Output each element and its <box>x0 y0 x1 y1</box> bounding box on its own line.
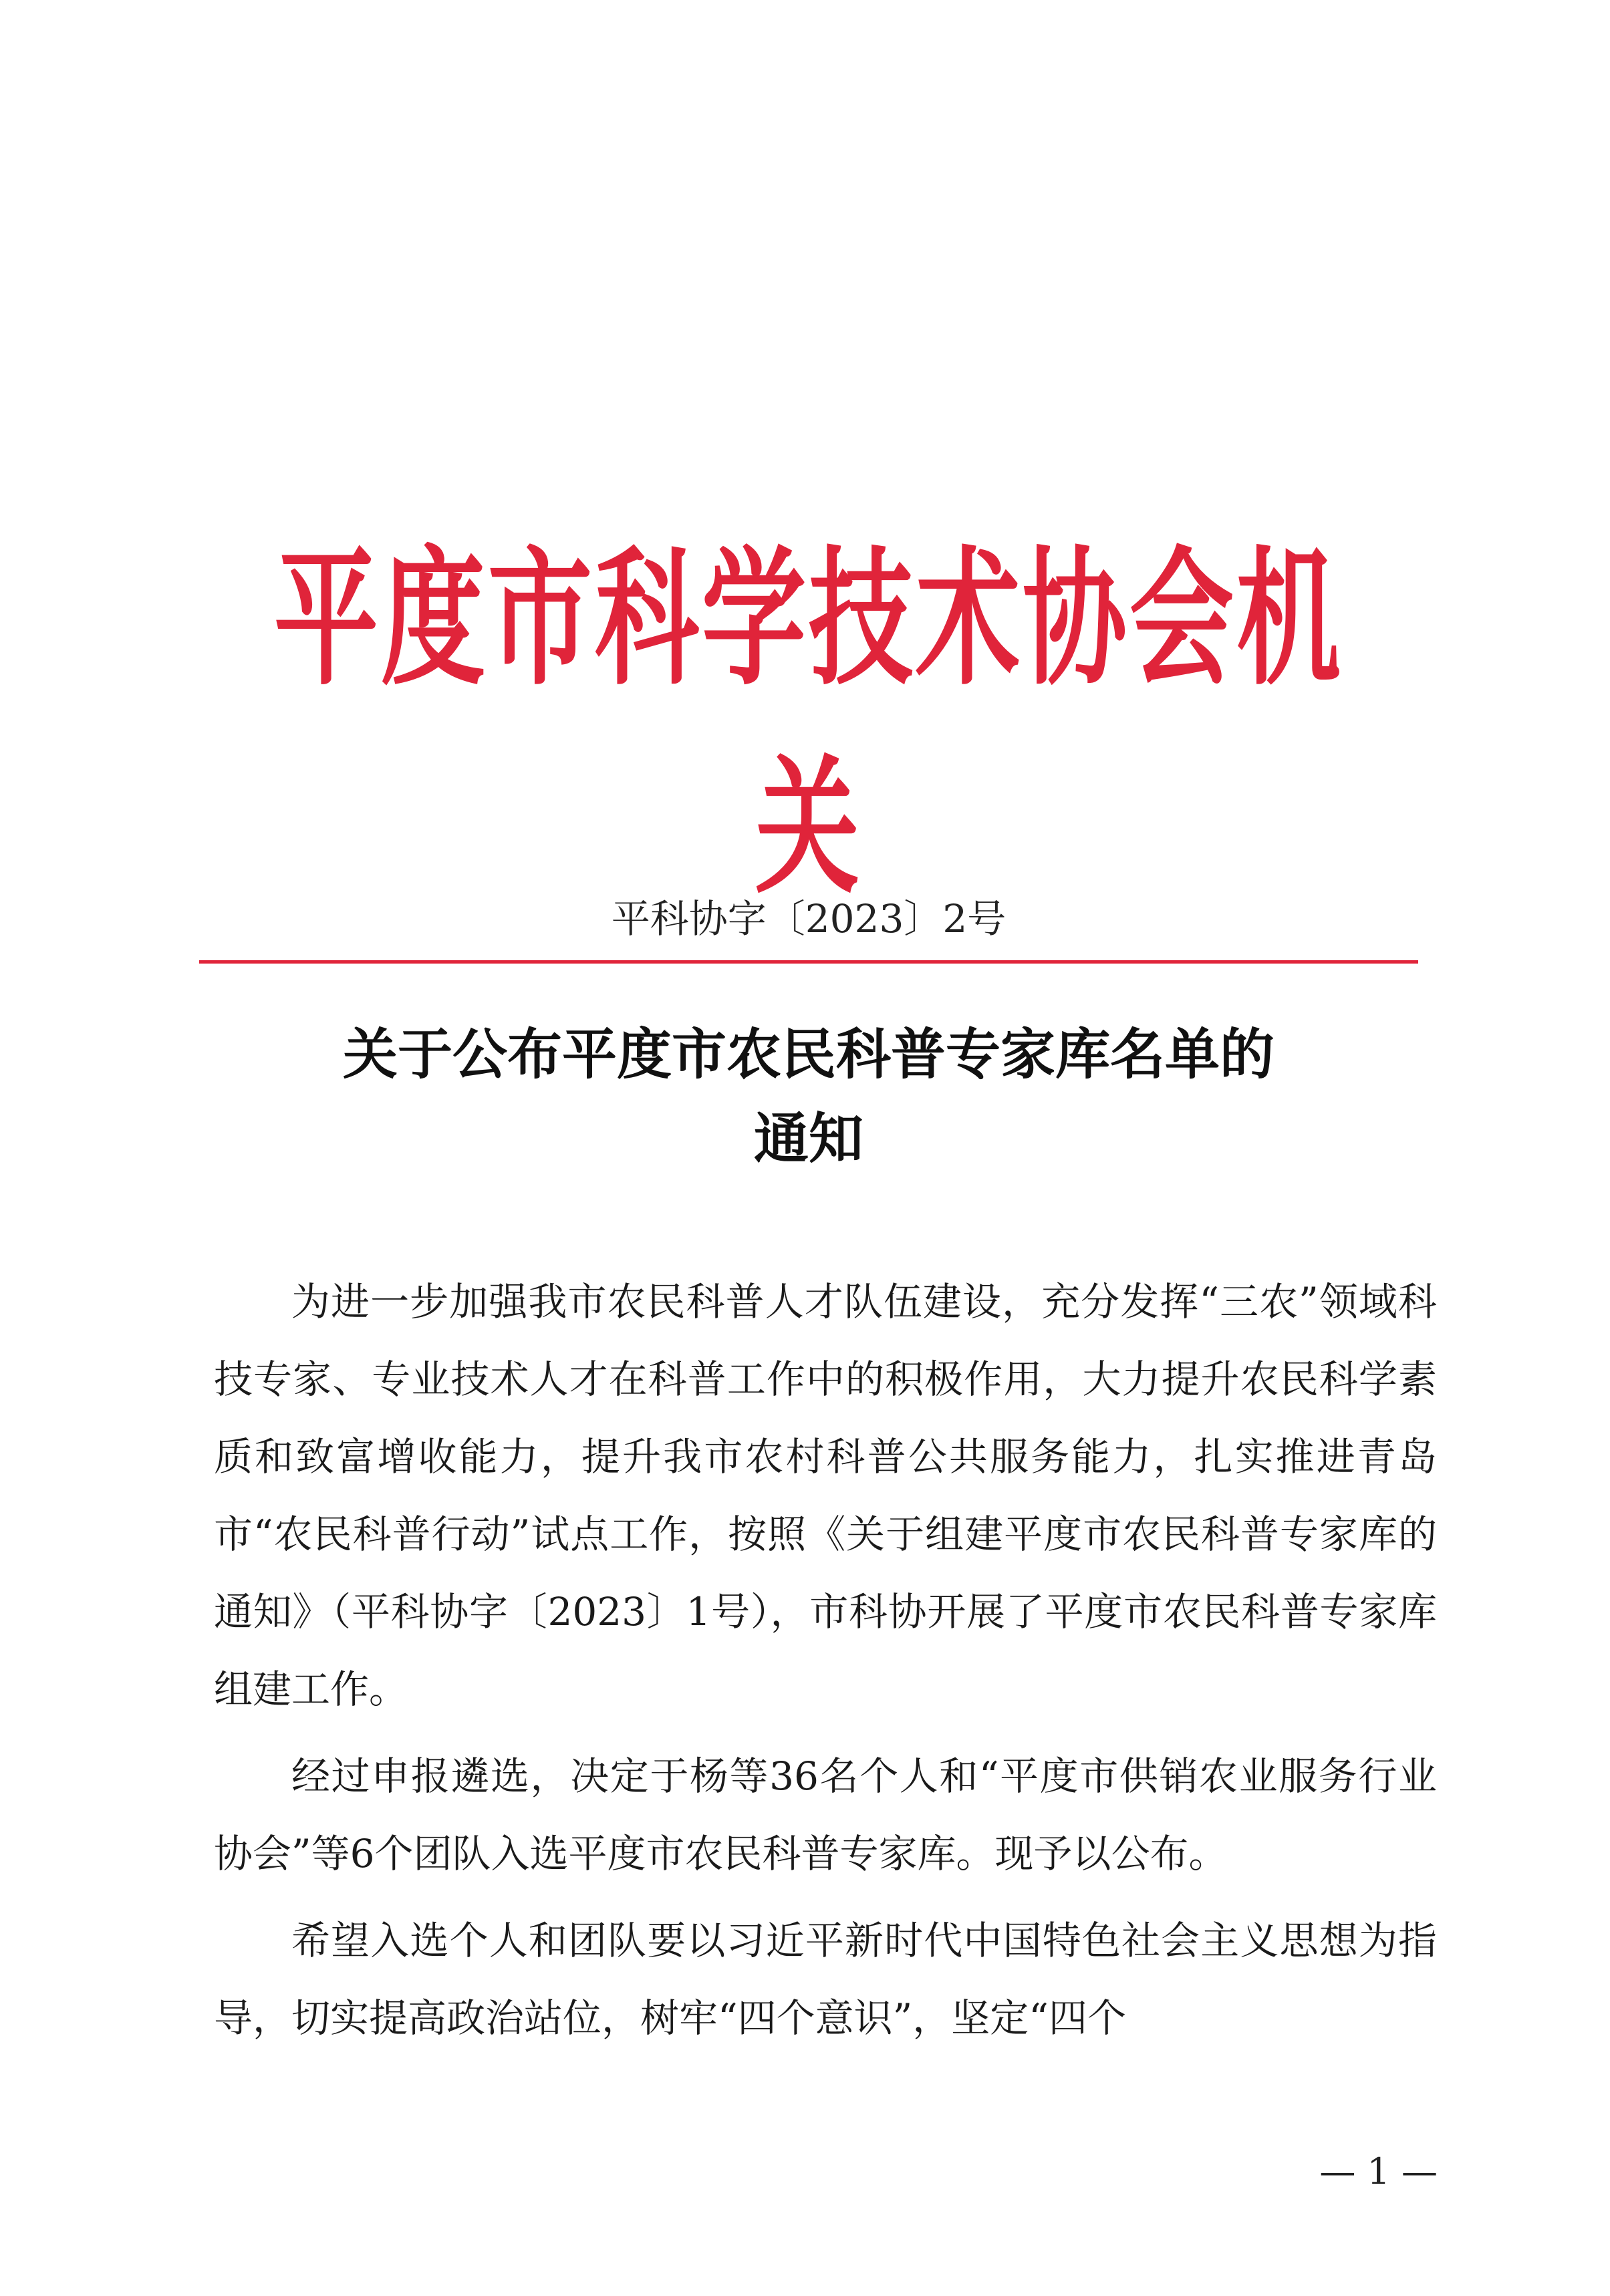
body-paragraph: 经过申报遴选，决定于杨等36名个人和“平度市供销农业服务行业协会”等6个团队入选平度市农民科普专家库。现予以公布。 <box>214 1753 1437 1876</box>
organization-header: 平度市科学技术协会机关 <box>274 531 1343 914</box>
document-title <box>200 1012 1417 1181</box>
body-paragraph: 为进一步加强我市农民科普人才队伍建设，充分发挥“三农”领域科技专家、专业技术人才在科普工作中的积极作用，大力提升农民科学素质和致富增收能力，提升我市农村科普公共服务能力，扎实推进青岛市“农民科普行动”试点工作，按照《关于组建平度市农民科普专家库的通知》（平科协字〔2023〕1号），市科协开展了平度市农民科普专家库组建工作。 <box>214 1279 1437 1712</box>
document-number: 平科协字〔2023〕2号 <box>611 896 1007 942</box>
document-body <box>214 1263 1437 2066</box>
title-line-1: 关于公布平度市农民科普专家库名单的 <box>342 1022 1274 1087</box>
red-divider-line <box>199 960 1418 964</box>
title-line-2: 通知 <box>753 1107 863 1171</box>
page-number: — 1 — <box>1319 2150 1438 2192</box>
body-paragraph: 希望入选个人和团队要以习近平新时代中国特色社会主义思想为指导，切实提高政治站位，树牢“四个意识”，坚定“四个 <box>214 1918 1437 2041</box>
